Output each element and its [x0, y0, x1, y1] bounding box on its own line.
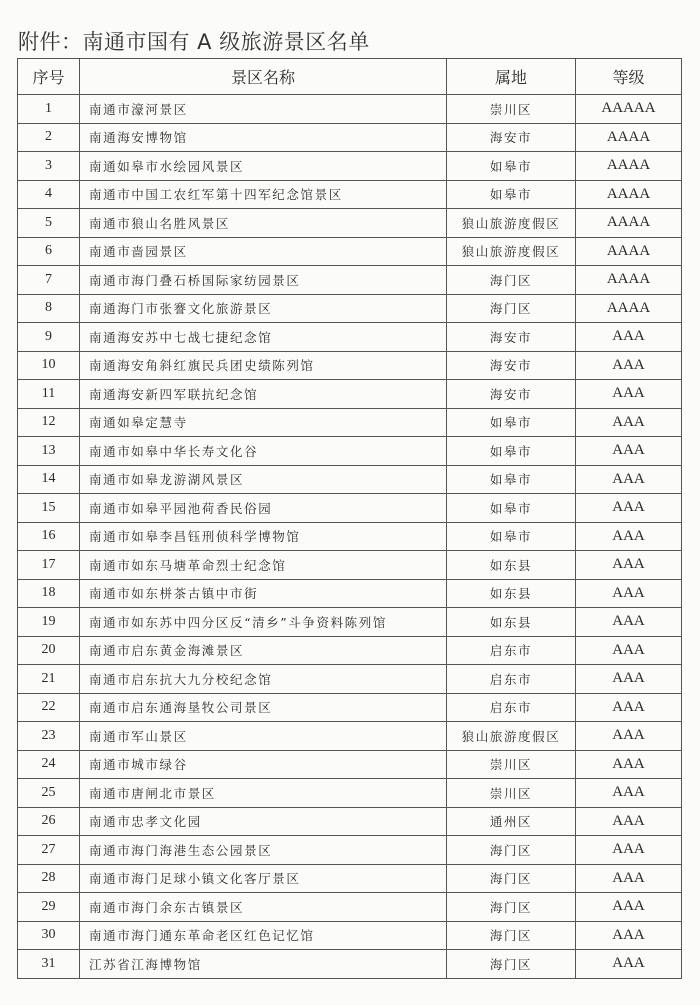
- location-cell: 海门区: [447, 294, 576, 323]
- scenic-name-cell: 南通如皋定慧寺: [80, 408, 447, 437]
- table-row: [18, 95, 682, 124]
- table-row: [18, 408, 682, 437]
- serial-number-cell: 3: [18, 152, 80, 181]
- table-row: [18, 722, 682, 751]
- location-cell: 海门区: [447, 921, 576, 950]
- grade-cell: AAA: [576, 551, 682, 580]
- scenic-name-cell: 南通市军山景区: [80, 722, 447, 751]
- grade-cell: AAA: [576, 807, 682, 836]
- location-cell: 如东县: [447, 551, 576, 580]
- scenic-name-cell: 南通市濠河景区: [80, 95, 447, 124]
- serial-number-cell: 7: [18, 266, 80, 295]
- serial-number-cell: 26: [18, 807, 80, 836]
- serial-number-cell: 30: [18, 921, 80, 950]
- table-row: [18, 465, 682, 494]
- scenic-name-cell: 南通海安苏中七战七捷纪念馆: [80, 323, 447, 352]
- location-cell: 如皋市: [447, 437, 576, 466]
- grade-cell: AAA: [576, 380, 682, 409]
- location-cell: 如皋市: [447, 465, 576, 494]
- table-row: [18, 636, 682, 665]
- serial-number-cell: 9: [18, 323, 80, 352]
- table-row: [18, 950, 682, 979]
- location-cell: 海安市: [447, 323, 576, 352]
- location-cell: 如皋市: [447, 152, 576, 181]
- location-cell: 如皋市: [447, 494, 576, 523]
- location-cell: 狼山旅游度假区: [447, 237, 576, 266]
- scenic-name-cell: 南通市中国工农红军第十四军纪念馆景区: [80, 180, 447, 209]
- serial-number-cell: 11: [18, 380, 80, 409]
- table-row: [18, 779, 682, 808]
- grade-cell: AAA: [576, 351, 682, 380]
- grade-cell: AAA: [576, 665, 682, 694]
- scenic-name-cell: 南通海安博物馆: [80, 123, 447, 152]
- grade-cell: AAA: [576, 836, 682, 865]
- location-cell: 海门区: [447, 836, 576, 865]
- grade-cell: AAAA: [576, 209, 682, 238]
- serial-number-cell: 2: [18, 123, 80, 152]
- scenic-name-cell: 南通市海门足球小镇文化客厅景区: [80, 864, 447, 893]
- serial-number-cell: 5: [18, 209, 80, 238]
- serial-number-cell: 23: [18, 722, 80, 751]
- header-serial-number: 序号: [18, 59, 80, 95]
- serial-number-cell: 19: [18, 608, 80, 637]
- scenic-name-cell: 南通市如皋平园池荷香民俗园: [80, 494, 447, 523]
- scenic-name-cell: 南通市海门余东古镇景区: [80, 893, 447, 922]
- serial-number-cell: 16: [18, 522, 80, 551]
- table-row: [18, 180, 682, 209]
- grade-cell: AAAA: [576, 294, 682, 323]
- grade-cell: AAAA: [576, 152, 682, 181]
- grade-cell: AAA: [576, 750, 682, 779]
- grade-cell: AAA: [576, 465, 682, 494]
- table-row: [18, 494, 682, 523]
- grade-cell: AAAA: [576, 237, 682, 266]
- serial-number-cell: 21: [18, 665, 80, 694]
- location-cell: 崇川区: [447, 750, 576, 779]
- grade-cell: AAA: [576, 864, 682, 893]
- scenic-name-cell: 南通市海门叠石桥国际家纺园景区: [80, 266, 447, 295]
- location-cell: 海门区: [447, 266, 576, 295]
- scenic-name-cell: 南通海安新四军联抗纪念馆: [80, 380, 447, 409]
- location-cell: 如皋市: [447, 522, 576, 551]
- location-cell: 狼山旅游度假区: [447, 722, 576, 751]
- table-row: [18, 123, 682, 152]
- grade-cell: AAAA: [576, 123, 682, 152]
- scenic-name-cell: 南通市如皋龙游湖风景区: [80, 465, 447, 494]
- table-row: [18, 836, 682, 865]
- serial-number-cell: 22: [18, 693, 80, 722]
- table-row: [18, 693, 682, 722]
- serial-number-cell: 4: [18, 180, 80, 209]
- grade-cell: AAA: [576, 323, 682, 352]
- grade-cell: AAA: [576, 522, 682, 551]
- scenic-name-cell: 南通市忠孝文化园: [80, 807, 447, 836]
- serial-number-cell: 13: [18, 437, 80, 466]
- grade-cell: AAAA: [576, 266, 682, 295]
- table-row: [18, 750, 682, 779]
- scenic-name-cell: 南通海安角斜红旗民兵团史绩陈列馆: [80, 351, 447, 380]
- grade-cell: AAA: [576, 722, 682, 751]
- location-cell: 启东市: [447, 693, 576, 722]
- location-cell: 狼山旅游度假区: [447, 209, 576, 238]
- grade-cell: AAA: [576, 437, 682, 466]
- serial-number-cell: 18: [18, 579, 80, 608]
- serial-number-cell: 15: [18, 494, 80, 523]
- table-row: [18, 209, 682, 238]
- scenic-name-cell: 南通海门市张謇文化旅游景区: [80, 294, 447, 323]
- table-row: [18, 807, 682, 836]
- grade-cell: AAA: [576, 779, 682, 808]
- serial-number-cell: 12: [18, 408, 80, 437]
- location-cell: 如东县: [447, 608, 576, 637]
- scenic-name-cell: 南通市如东马塘革命烈士纪念馆: [80, 551, 447, 580]
- table-row: [18, 380, 682, 409]
- table-row: [18, 864, 682, 893]
- serial-number-cell: 20: [18, 636, 80, 665]
- scenic-name-cell: 南通市如东栟茶古镇中市街: [80, 579, 447, 608]
- grade-cell: AAA: [576, 636, 682, 665]
- scenic-name-cell: 南通市狼山名胜风景区: [80, 209, 447, 238]
- table-row: [18, 323, 682, 352]
- serial-number-cell: 1: [18, 95, 80, 124]
- serial-number-cell: 6: [18, 237, 80, 266]
- header-scenic-name: 景区名称: [80, 59, 447, 95]
- table-row: [18, 551, 682, 580]
- header-location: 属地: [447, 59, 576, 95]
- grade-cell: AAAA: [576, 180, 682, 209]
- table-row: [18, 921, 682, 950]
- serial-number-cell: 27: [18, 836, 80, 865]
- location-cell: 海门区: [447, 864, 576, 893]
- grade-cell: AAA: [576, 893, 682, 922]
- location-cell: 崇川区: [447, 95, 576, 124]
- location-cell: 海安市: [447, 123, 576, 152]
- location-cell: 海安市: [447, 351, 576, 380]
- table-row: [18, 665, 682, 694]
- location-cell: 启东市: [447, 665, 576, 694]
- table-row: [18, 437, 682, 466]
- scenic-name-cell: 南通如皋市水绘园风景区: [80, 152, 447, 181]
- serial-number-cell: 29: [18, 893, 80, 922]
- scenic-name-cell: 南通市如东苏中四分区反“清乡”斗争资料陈列馆: [80, 608, 447, 637]
- table-row: [18, 266, 682, 295]
- serial-number-cell: 25: [18, 779, 80, 808]
- serial-number-cell: 14: [18, 465, 80, 494]
- scenic-name-cell: 南通市唐闸北市景区: [80, 779, 447, 808]
- table-row: [18, 893, 682, 922]
- grade-cell: AAA: [576, 408, 682, 437]
- location-cell: 通州区: [447, 807, 576, 836]
- grade-cell: AAA: [576, 921, 682, 950]
- table-row: [18, 237, 682, 266]
- grade-cell: AAA: [576, 693, 682, 722]
- table-header-row: [18, 59, 682, 95]
- location-cell: 如东县: [447, 579, 576, 608]
- header-grade: 等级: [576, 59, 682, 95]
- scenic-name-cell: 南通市如皋中华长寿文化谷: [80, 437, 447, 466]
- scenic-name-cell: 南通市启东通海垦牧公司景区: [80, 693, 447, 722]
- grade-cell: AAA: [576, 608, 682, 637]
- table-row: [18, 522, 682, 551]
- location-cell: 海门区: [447, 950, 576, 979]
- grade-cell: AAA: [576, 494, 682, 523]
- location-cell: 启东市: [447, 636, 576, 665]
- location-cell: 海安市: [447, 380, 576, 409]
- location-cell: 崇川区: [447, 779, 576, 808]
- grade-cell: AAAAA: [576, 95, 682, 124]
- serial-number-cell: 10: [18, 351, 80, 380]
- scenic-name-cell: 江苏省江海博物馆: [80, 950, 447, 979]
- scenic-name-cell: 南通市啬园景区: [80, 237, 447, 266]
- serial-number-cell: 31: [18, 950, 80, 979]
- table-row: [18, 351, 682, 380]
- grade-cell: AAA: [576, 579, 682, 608]
- location-cell: 如皋市: [447, 180, 576, 209]
- scenic-name-cell: 南通市城市绿谷: [80, 750, 447, 779]
- table-row: [18, 152, 682, 181]
- scenic-name-cell: 南通市海门通东革命老区红色记忆馆: [80, 921, 447, 950]
- grade-cell: AAA: [576, 950, 682, 979]
- scenic-name-cell: 南通市启东黄金海滩景区: [80, 636, 447, 665]
- serial-number-cell: 28: [18, 864, 80, 893]
- table-row: [18, 579, 682, 608]
- serial-number-cell: 17: [18, 551, 80, 580]
- scenic-name-cell: 南通市启东抗大九分校纪念馆: [80, 665, 447, 694]
- scenic-name-cell: 南通市如皋李昌钰刑侦科学博物馆: [80, 522, 447, 551]
- scenic-area-table: [17, 58, 682, 979]
- serial-number-cell: 24: [18, 750, 80, 779]
- table-body: [18, 95, 682, 979]
- serial-number-cell: 8: [18, 294, 80, 323]
- document-title: 附件：南通市国有 A 级旅游景区名单: [18, 30, 370, 54]
- table-row: [18, 608, 682, 637]
- location-cell: 如皋市: [447, 408, 576, 437]
- table-row: [18, 294, 682, 323]
- scenic-name-cell: 南通市海门海港生态公园景区: [80, 836, 447, 865]
- location-cell: 海门区: [447, 893, 576, 922]
